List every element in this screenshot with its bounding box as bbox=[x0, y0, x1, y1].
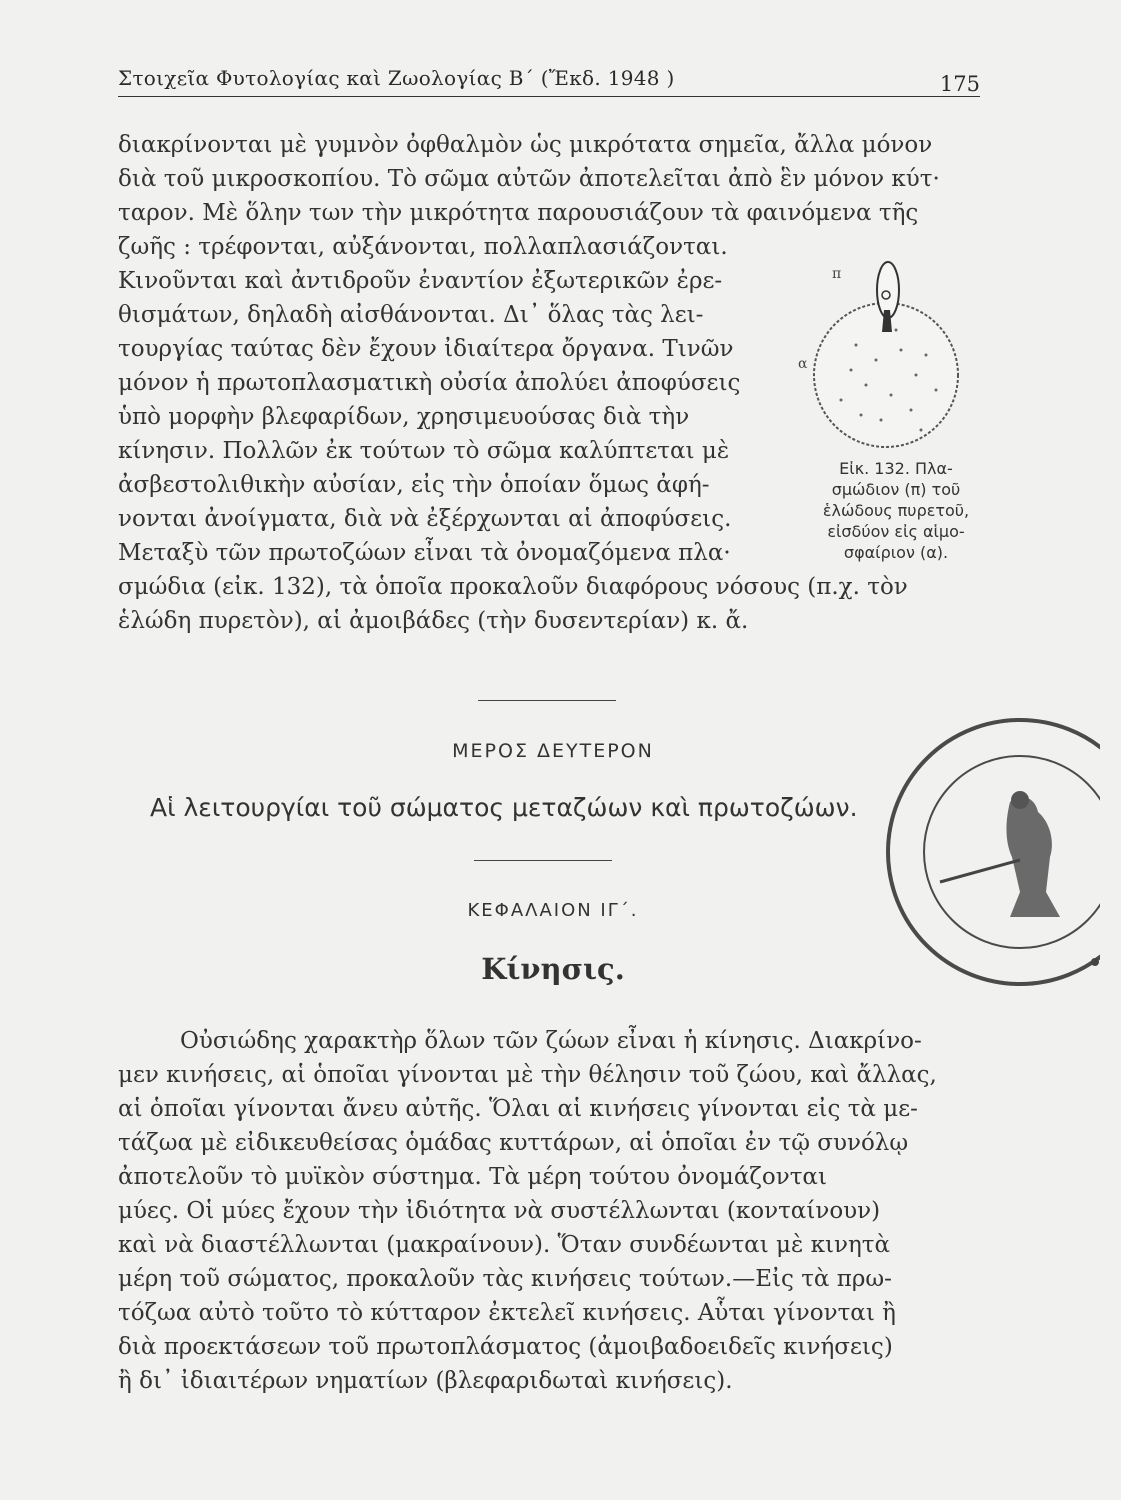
text-line: Κινοῦνται καὶ ἀντιδροῦν ἐναντίον ἐξωτερικῶν ἐρε- bbox=[118, 268, 723, 294]
chapter-label: ΚΕΦΑΛΑΙΟΝ ΙΓ΄. bbox=[467, 900, 639, 921]
text-line: τόζωα αὐτὸ τοῦτο τὸ κύτταρον ἐκτελεῖ κινήσεις. Αὗται γίνονται ἢ bbox=[118, 1300, 896, 1326]
text-line: μόνον ἡ πρωτοπλασματικὴ οὐσία ἀπολύει ἀποφύσεις bbox=[118, 370, 741, 396]
text-line: ὑπὸ μορφὴν βλεφαρίδων, χρησιμευούσας διὰ τὴν bbox=[118, 404, 690, 430]
text-line: ἀποτελοῦν τὸ μυϊκὸν σύστημα. Τὰ μέρη τούτου ὀνομάζονται bbox=[118, 1164, 827, 1190]
text-line: ἑλώδη πυρετὸν), αἱ ἀμοιβάδες (τὴν δυσεντερίαν) κ. ἄ. bbox=[118, 608, 749, 634]
figure-label-pi: π bbox=[832, 266, 842, 282]
text-line: μέρη τοῦ σώματος, προκαλοῦν τὰς κινήσεις τούτων.—Εἰς τὰ πρω- bbox=[118, 1266, 892, 1292]
library-stamp-seal bbox=[860, 692, 1100, 992]
text-line: διὰ προεκτάσεων τοῦ πρωτοπλάσματος (ἀμοιβαδοειδεῖς κινήσεις) bbox=[118, 1334, 893, 1360]
caption-line: εἰσδύον εἰς αἱμο- bbox=[827, 522, 965, 541]
library-stamp bbox=[860, 692, 1100, 992]
text-line: τουργίας ταύτας δὲν ἔχουν ἰδιαίτερα ὄργανα. Τινῶν bbox=[118, 336, 734, 362]
part-label: ΜΕΡΟΣ ΔΕΥΤΕΡΟΝ bbox=[452, 740, 654, 762]
text-line: ἢ δι᾽ ἰδιαιτέρων νηματίων (βλεφαριδωταὶ κινήσεις). bbox=[118, 1368, 733, 1394]
text-line: ταρον. Μὲ ὅλην των τὴν μικρότητα παρουσιάζουν τὰ φαινόμενα τῆς bbox=[118, 200, 919, 226]
text-line: μεν κινήσεις, αἱ ὁποῖαι γίνονται μὲ τὴν θέλησιν τοῦ ζώου, καὶ ἄλλας, bbox=[118, 1062, 937, 1088]
text-line: ζωῆς : τρέφονται, αὐξάνονται, πολλαπλασιάζονται. bbox=[118, 234, 728, 260]
paragraph-motion bbox=[118, 1024, 988, 1398]
section-divider bbox=[478, 700, 616, 701]
plasmodium-shape bbox=[877, 262, 899, 318]
figure-132 bbox=[796, 250, 996, 590]
text-line: Μεταξὺ τῶν πρωτοζώων εἶναι τὰ ὀνομαζόμενα πλα· bbox=[118, 540, 731, 566]
section-divider bbox=[474, 860, 612, 861]
text-line: μύες. Οἱ μύες ἔχουν τὴν ἰδιότητα νὰ συστέλλωνται (κονταίνουν) bbox=[118, 1198, 881, 1224]
text-line: διὰ τοῦ μικροσκοπίου. Τὸ σῶμα αὐτῶν ἀποτελεῖται ἀπὸ ἓν μόνον κύτ· bbox=[118, 166, 940, 192]
text-line: διακρίνονται μὲ γυμνὸν ὀφθαλμὸν ὡς μικρότατα σημεῖα, ἄλλα μόνον bbox=[118, 132, 933, 158]
page-number: 175 bbox=[939, 72, 980, 96]
page-header bbox=[118, 64, 980, 97]
chapter-title: Κίνησις. bbox=[481, 952, 625, 986]
athena-figure-icon bbox=[940, 791, 1060, 917]
part-title: Αἱ λειτουργίαι τοῦ σώματος μεταζώων καὶ πρωτοζώων. bbox=[150, 793, 858, 822]
text-line: νονται ἀνοίγματα, διὰ νὰ ἐξέρχωνται αἱ ἀποφύσεις. bbox=[118, 506, 732, 532]
plasmodium-illustration bbox=[796, 250, 996, 455]
caption-line: σφαίριον (α). bbox=[843, 543, 949, 562]
text-line: κίνησιν. Πολλῶν ἐκ τούτων τὸ σῶμα καλύπτεται μὲ bbox=[118, 438, 730, 464]
running-title: Στοιχεῖα Φυτολογίας καὶ Ζωολογίας Β΄ (Ἔκδ. 1948 ) bbox=[118, 66, 675, 90]
text-line: σμώδια (εἰκ. 132), τὰ ὁποῖα προκαλοῦν διαφόρους νόσους (π.χ. τὸν bbox=[118, 574, 908, 600]
text-line: Οὐσιώδης χαρακτὴρ ὅλων τῶν ζώων εἶναι ἡ κίνησις. Διακρίνο- bbox=[180, 1028, 922, 1054]
text-line: ἀσβεστολιθικὴν αὐσίαν, εἰς τὴν ὁποίαν ὅμως ἀφή- bbox=[118, 472, 710, 498]
figure-caption bbox=[796, 458, 996, 563]
text-line: θισμάτων, δηλαδὴ αἰσθάνονται. Δι᾽ ὅλας τὰς λει- bbox=[118, 302, 704, 328]
figure-label-alpha: α bbox=[798, 356, 808, 372]
text-line: τάζωα μὲ εἰδικευθείσας ὁμάδας κυττάρων, αἱ ὁποῖαι ἐν τῷ συνόλῳ bbox=[118, 1130, 909, 1156]
text-line: καὶ νὰ διαστέλλωνται (μακραίνουν). Ὅταν συνδέωνται μὲ κινητὰ bbox=[118, 1232, 891, 1258]
caption-line: ἑλώδους πυρετοῦ, bbox=[822, 501, 970, 520]
caption-line: Εἰκ. 132. Πλα- bbox=[839, 459, 953, 478]
text-line: αἱ ὁποῖαι γίνονται ἄνευ αὐτῆς. Ὅλαι αἱ κινήσεις γίνονται εἰς τὰ με- bbox=[118, 1096, 918, 1122]
caption-line: σμώδιον (π) τοῦ bbox=[831, 480, 961, 499]
